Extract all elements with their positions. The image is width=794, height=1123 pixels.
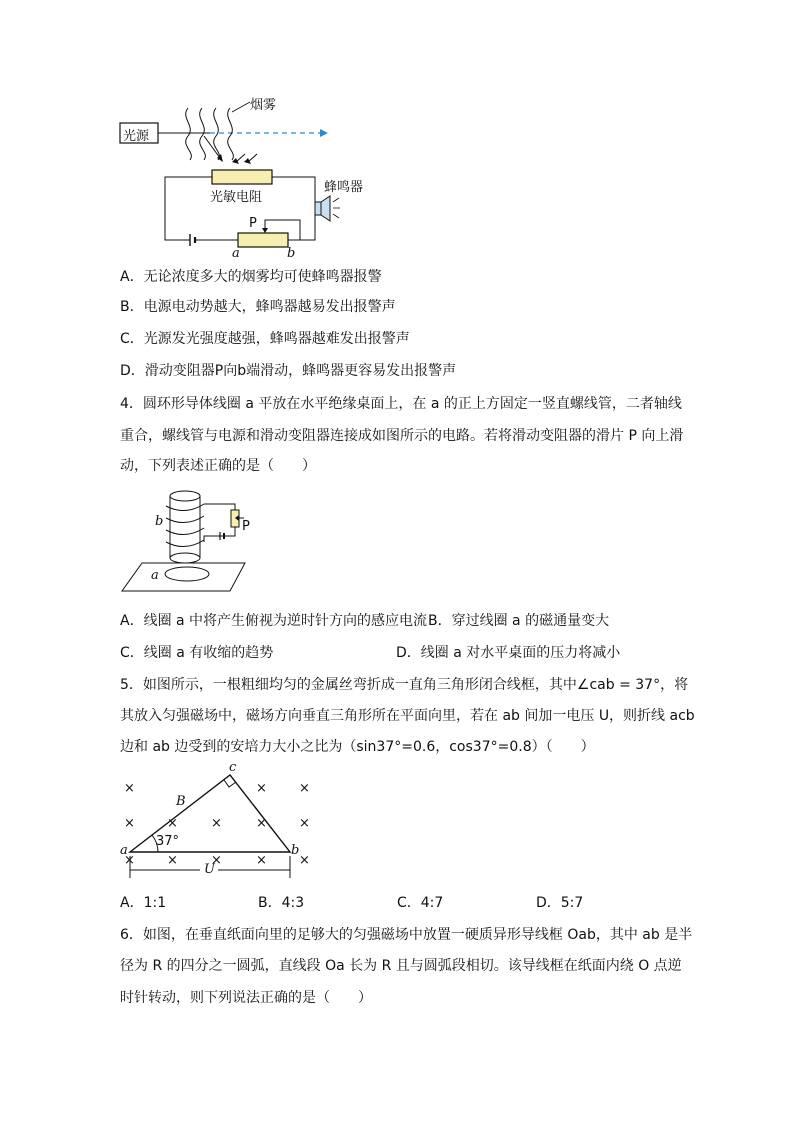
vertex-b-label: b <box>291 843 300 858</box>
vertex-c-label: c <box>229 760 237 775</box>
end-a-label: a <box>232 246 240 261</box>
q6-stem-line-3: 时针转动，则下列说法正确的是（ ） <box>120 990 372 1006</box>
solenoid-figure <box>120 488 260 598</box>
field-cross: × <box>124 781 135 796</box>
field-cross: × <box>256 853 267 868</box>
triangle-figure <box>118 762 318 884</box>
vertex-a-label: a <box>120 843 128 858</box>
field-cross: × <box>299 781 310 796</box>
q4-stem-line-1: 4．圆环形导体线圈 a 平放在水平绝缘桌面上，在 a 的正上方固定一竖直螺线管，二者轴线 <box>120 396 682 412</box>
q5-stem-line-3: 边和 ab 边受到的安培力大小之比为（sin37°=0.6，cos37°=0.8）（ ） <box>120 739 595 755</box>
q5-option-c: C．4:7 <box>397 895 444 911</box>
field-cross: × <box>256 781 267 796</box>
field-cross: × <box>167 816 178 831</box>
q4-stem-line-3: 动，下列表述正确的是（ ） <box>120 458 316 474</box>
q3-option-b: B．电源电动势越大，蜂鸣器越易发出报警声 <box>120 299 396 315</box>
q4-slider-p-label: P <box>242 519 250 534</box>
slider-p-label: P <box>249 216 257 231</box>
coil-b-label: b <box>155 514 164 529</box>
q4-option-c: C．线圈 a 有收缩的趋势 <box>120 645 274 661</box>
voltage-u-label: U <box>204 862 215 877</box>
angle-label: 37° <box>156 834 180 849</box>
field-cross: × <box>211 853 222 868</box>
field-cross: × <box>124 816 135 831</box>
q4-option-d: D．线圈 a 对水平桌面的压力将减小 <box>396 645 621 661</box>
field-b-label: B <box>176 794 186 809</box>
q4-stem-line-2: 重合，螺线管与电源和滑动变阻器连接成如图所示的电路。若将滑动变阻器的滑片 P 向上滑 <box>120 428 684 444</box>
field-cross: × <box>167 853 178 868</box>
field-cross: × <box>299 853 310 868</box>
q5-option-d: D．5:7 <box>536 895 584 911</box>
smoke-alarm-diagram <box>110 90 370 260</box>
field-cross: × <box>299 816 310 831</box>
q3-option-c: C．光源发光强度越强，蜂鸣器越难发出报警声 <box>120 331 410 347</box>
q3-option-d: D．滑动变阻器P向b端滑动，蜂鸣器更容易发出报警声 <box>120 363 457 379</box>
q4-option-a: A．线圈 a 中将产生俯视为逆时针方向的感应电流 <box>120 613 428 629</box>
field-cross: × <box>256 816 267 831</box>
smoke-label: 烟雾 <box>250 98 277 113</box>
q6-stem-line-1: 6．如图，在垂直纸面向里的足够大的匀强磁场中放置一硬质异形导线框 Oab，其中 ab 是半 <box>120 927 693 943</box>
buzzer-label: 蜂鸣器 <box>324 180 364 195</box>
smoke-alarm-figure <box>110 90 370 260</box>
ring-a-label: a <box>151 568 159 583</box>
light-source-label: 光源 <box>123 129 150 144</box>
q4-option-b: B．穿过线圈 a 的磁通量变大 <box>428 613 610 629</box>
q5-stem-line-1: 5．如图所示，一根粗细均匀的金属丝弯折成一直角三角形闭合线框，其中∠cab = 37°，将 <box>120 677 689 693</box>
q3-option-a: A．无论浓度多大的烟雾均可使蜂鸣器报警 <box>120 269 382 285</box>
photoresistor-label: 光敏电阻 <box>210 190 263 205</box>
q5-option-b: B．4:3 <box>258 895 305 911</box>
solenoid-diagram <box>120 488 260 598</box>
q5-option-a: A．1:1 <box>120 895 167 911</box>
end-b-label: b <box>287 246 296 261</box>
q5-stem-line-2: 其放入匀强磁场中，磁场方向垂直三角形所在平面向里，若在 ab 间加一电压 U，则折线 acb <box>120 708 695 724</box>
field-cross: × <box>211 816 222 831</box>
q6-stem-line-2: 径为 R 的四分之一圆弧，直线段 Oa 长为 R 且与圆弧段相切。该导线框在纸面内绕 O 点逆 <box>120 958 682 974</box>
field-cross: × <box>124 853 135 868</box>
